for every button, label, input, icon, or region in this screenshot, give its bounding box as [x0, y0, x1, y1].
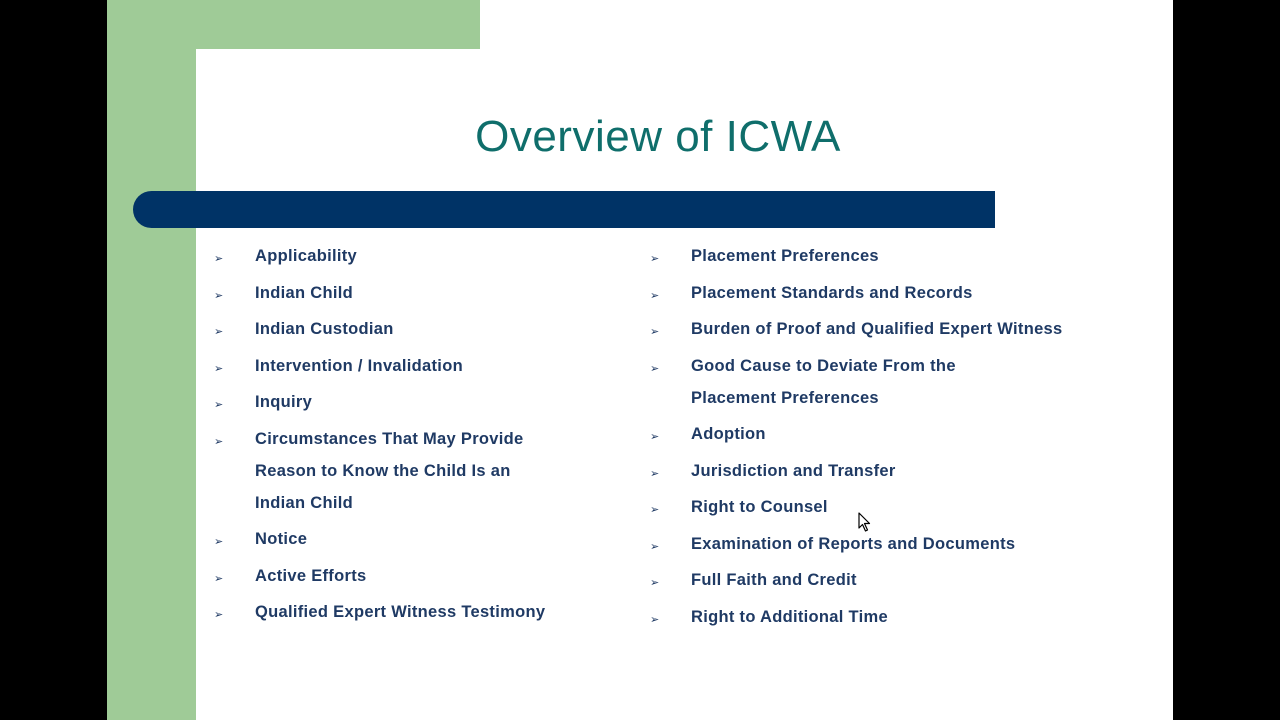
- green-accent-left: [107, 0, 196, 720]
- list-item-label: Circumstances That May Provide Reason to Know the Child Is an Indian Child: [255, 429, 524, 512]
- list-item-label: Placement Preferences: [691, 247, 879, 265]
- list-item-label: Burden of Proof and Qualified Expert Witness: [691, 320, 1063, 338]
- presentation-slide: [107, 0, 1173, 720]
- list-item: [650, 455, 1090, 487]
- arrow-bullet-icon: ➢: [650, 289, 660, 302]
- list-item: [650, 313, 1090, 345]
- list-item-label: Placement Standards and Records: [691, 283, 973, 302]
- arrow-bullet-icon: ➢: [214, 253, 224, 265]
- list-item: [214, 386, 614, 418]
- list-item-label: Jurisdiction and Transfer: [691, 461, 896, 480]
- list-item: [650, 240, 1090, 272]
- arrow-bullet-icon: ➢: [650, 431, 660, 443]
- arrow-bullet-icon: ➢: [650, 613, 660, 626]
- list-item-label: Indian Child: [255, 283, 354, 302]
- list-item: [214, 560, 614, 592]
- arrow-bullet-icon: ➢: [650, 253, 660, 265]
- arrow-bullet-icon: ➢: [214, 326, 224, 338]
- list-item-label: Right to Additional Time: [691, 607, 888, 626]
- list-item: [214, 423, 555, 519]
- arrow-bullet-icon: ➢: [650, 326, 660, 338]
- list-item-label: Inquiry: [255, 393, 313, 411]
- arrow-bullet-icon: ➢: [650, 540, 660, 553]
- right-topic-list: [650, 240, 1090, 637]
- list-item: [650, 418, 1090, 450]
- arrow-bullet-icon: ➢: [214, 572, 224, 585]
- title-underline-bar: [133, 191, 995, 228]
- arrow-bullet-icon: ➢: [650, 504, 660, 516]
- left-topic-list: [214, 240, 614, 633]
- list-item-label: Active Efforts: [255, 566, 367, 585]
- list-item: [214, 313, 614, 345]
- list-item-label: Notice: [255, 530, 308, 548]
- mouse-pointer-icon: [858, 512, 872, 532]
- arrow-bullet-icon: ➢: [650, 467, 660, 480]
- list-item-label: Intervention / Invalidation: [255, 356, 463, 375]
- list-item-label: Applicability: [255, 247, 357, 265]
- arrow-bullet-icon: ➢: [650, 577, 660, 589]
- list-item: [214, 596, 614, 628]
- list-item-label: Indian Custodian: [255, 320, 394, 338]
- arrow-bullet-icon: ➢: [214, 435, 224, 448]
- list-item: [650, 601, 1090, 633]
- arrow-bullet-icon: ➢: [214, 536, 224, 548]
- list-item-label: Qualified Expert Witness Testimony: [255, 603, 546, 621]
- green-accent-top: [107, 0, 480, 49]
- list-item-label: Adoption: [691, 425, 766, 443]
- list-item: [650, 564, 1090, 596]
- list-item: [214, 277, 614, 309]
- list-item-label: Right to Counsel: [691, 498, 828, 516]
- list-item-label: Examination of Reports and Documents: [691, 534, 1016, 553]
- list-item: [650, 350, 1031, 414]
- arrow-bullet-icon: ➢: [214, 289, 224, 302]
- list-item: [214, 240, 614, 272]
- arrow-bullet-icon: ➢: [214, 362, 224, 375]
- list-item: [650, 277, 1090, 309]
- list-item-label: Good Cause to Deviate From the Placement Preferences: [691, 356, 956, 407]
- slide-title: Overview of ICWA: [475, 112, 841, 161]
- list-item-label: Full Faith and Credit: [691, 571, 857, 589]
- list-item: [214, 350, 614, 382]
- list-item: [650, 528, 1090, 560]
- list-item: [214, 523, 614, 555]
- arrow-bullet-icon: ➢: [214, 609, 224, 621]
- arrow-bullet-icon: ➢: [650, 362, 660, 375]
- arrow-bullet-icon: ➢: [214, 399, 224, 411]
